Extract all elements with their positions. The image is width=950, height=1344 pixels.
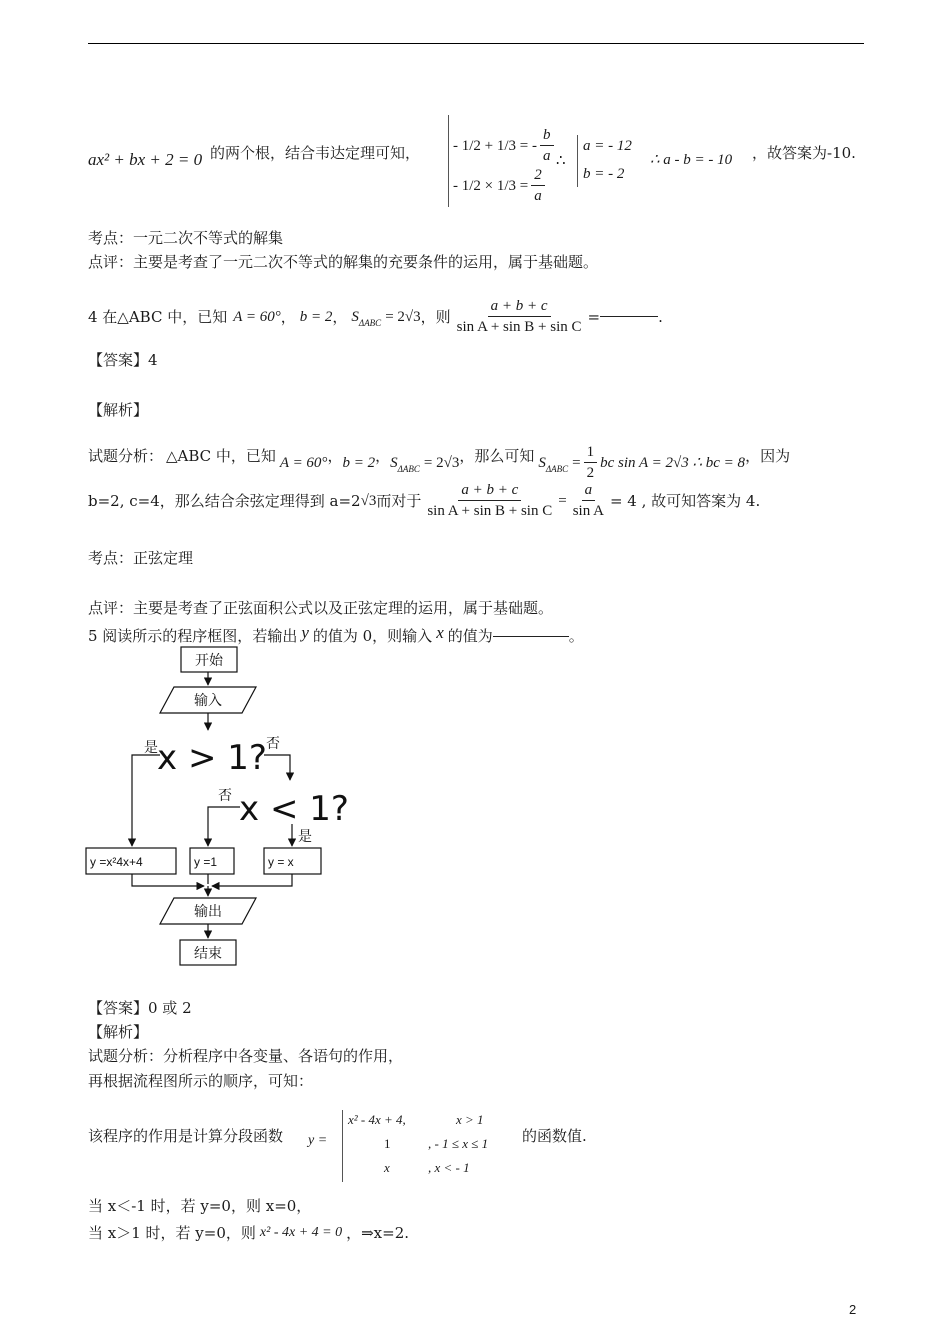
q5-piece-pre: 该程序的作用是计算分段函数	[88, 1127, 284, 1145]
q5-prefix: 5 阅读所示的程序框图，若输出	[88, 627, 298, 645]
q5-case2	[88, 1223, 409, 1243]
q4-a-sep1: ，	[327, 446, 343, 465]
flow-box-2-label: y =1	[194, 855, 218, 869]
q4-a-s2-sub: ΔABC	[545, 463, 569, 474]
flow-no1-label: 否	[266, 736, 280, 752]
q4-a-bcsin: bc sin A = 2√3 ∴ bc = 8	[600, 454, 746, 471]
q4-kaodian: 考点：正弦定理	[88, 549, 194, 567]
q5-analysis-line2: 再根据流程图所示的顺序，可知：	[88, 1072, 314, 1090]
block1-text2: ，故答案为-10.	[752, 144, 856, 162]
system1-row1-den: a	[543, 148, 551, 164]
q4-analysis-line2	[88, 480, 760, 521]
q4-a2-frac2-den: sin A	[572, 503, 604, 519]
piece-row1-cond: x > 1	[456, 1112, 484, 1127]
flow-start-label: 开始	[195, 653, 223, 669]
flow-no2-label: 否	[218, 788, 232, 804]
q4-a2-mid: 而对于	[376, 491, 422, 510]
q4-a-s-val: = 2√3	[423, 454, 460, 471]
flow-box-3-label: y = x	[268, 855, 294, 869]
flowchart	[80, 640, 370, 975]
q4-area-value: = 2√3	[385, 308, 421, 325]
q5-answer: 【答案】0 或 2	[88, 999, 192, 1017]
piece-row2-expr: 1	[384, 1136, 391, 1151]
flow-cond2-label: x < 1?	[239, 789, 349, 829]
q4-a-because: ，因为	[745, 446, 791, 465]
system2-row1: a = - 12	[583, 138, 632, 154]
lead-equation: ax² + bx + 2 = 0	[88, 150, 203, 169]
q4-a-s-sub: ΔABC	[397, 463, 420, 474]
q5-analysis-line1: 试题分析：分析程序中各变量、各语句的作用，	[88, 1047, 404, 1065]
system1-row2-den: a	[534, 188, 542, 204]
q4-equals: =	[587, 307, 601, 326]
q4-fraction-num: a + b + c	[488, 296, 551, 317]
q4-answer-blank	[600, 316, 658, 317]
q5-piece-post: 的函数值.	[522, 1127, 587, 1145]
q4-a-angle: A = 60°	[279, 454, 328, 471]
piece-row1-expr: x² - 4x + 4,	[348, 1112, 406, 1127]
system1-row1	[453, 125, 557, 166]
system1-row2	[453, 165, 548, 206]
q4-then: ，则	[420, 307, 451, 326]
flow-yes2-label: 是	[298, 829, 312, 845]
q4-answer: 【答案】4	[88, 351, 158, 369]
piece-row3-cond: , x < - 1	[428, 1160, 470, 1175]
q4-a2-pre: b=2, c=4，那么结合余弦定理得到 a=2	[88, 491, 361, 510]
q4-sep2: ，	[332, 307, 348, 326]
question-4	[88, 296, 663, 337]
q4-area-subscript: ΔABC	[358, 317, 382, 328]
q4-a2-sqrt3: √3	[360, 492, 377, 509]
page-number: 2	[849, 1302, 857, 1317]
flow-input-label: 输入	[194, 693, 222, 709]
system1-row2-num: 2	[531, 165, 545, 186]
q4-a2-eq: =	[558, 492, 567, 509]
q4-a-pre: △ABC 中，已知	[166, 446, 276, 465]
flow-merge-right	[212, 874, 292, 886]
q4-dianping: 点评：主要是考查了正弦面积公式以及正弦定理的运用，属于基础题。	[88, 599, 554, 617]
flow-no2-line	[208, 807, 240, 846]
q5-case2-post: ，⇒x=2.	[346, 1224, 410, 1242]
q4-a-half-num: 1	[584, 442, 598, 463]
q5-case2-eq: x² - 4x + 4 = 0	[259, 1225, 343, 1240]
q5-mid1: 的值为 0，则输入	[312, 627, 433, 645]
block1-result: ∴ a - b = - 10	[650, 152, 733, 168]
system1-row2-lhs: - 1/2 × 1/3 =	[453, 177, 529, 194]
flow-end-label: 结束	[194, 946, 222, 962]
q4-sep1: ，	[280, 307, 296, 326]
block1-kaodian: 考点：一元二次不等式的解集	[88, 229, 284, 247]
q5-end: 。	[568, 627, 584, 645]
flow-cond1-label: x > 1?	[157, 738, 267, 778]
q4-jiexi: 【解析】	[88, 401, 149, 419]
block1-dianping: 点评：主要是考查了一元二次不等式的解集的充要条件的运用，属于基础题。	[88, 253, 599, 271]
flow-yes1-label: 是	[144, 740, 158, 756]
q4-a-half-den: 2	[586, 465, 595, 481]
q4-a-s2: S	[538, 454, 546, 471]
q4-prefix: 4 在△ABC 中，已知	[88, 307, 228, 326]
q4-a-b: b = 2	[342, 454, 376, 471]
q5-jiexi: 【解析】	[88, 1023, 149, 1041]
q4-a2-end: = 4 , 故可知答案为 4.	[609, 491, 761, 510]
flow-box-1-label: y =x²4x+4	[90, 855, 143, 869]
q4-end: .	[658, 307, 663, 326]
q4-a-sep2: ，	[375, 446, 391, 465]
system1-row1-num: b	[540, 125, 554, 146]
system2-row2: b = - 2	[583, 166, 625, 182]
q5-y: y	[301, 623, 309, 642]
q4-fraction-den: sin A + sin B + sin C	[456, 319, 582, 335]
flow-no1-line	[264, 755, 290, 780]
q5-answer-blank	[493, 636, 569, 637]
q5-case2-pre: 当 x＞1 时，若 y=0，则	[88, 1224, 256, 1242]
q4-a2-frac-num: a + b + c	[458, 480, 521, 501]
q4-analysis-line1	[166, 428, 790, 483]
q4-a2-frac-den: sin A + sin B + sin C	[427, 503, 553, 519]
block1-text1: 的两个根，结合韦达定理可知，	[210, 144, 421, 162]
q4-cond-angle: A = 60°	[233, 308, 281, 325]
q5-x: x	[436, 623, 444, 642]
header-rule	[88, 43, 864, 44]
q4-a-mid: ，那么可知	[459, 446, 535, 465]
piece-row3-expr: x	[384, 1160, 390, 1175]
q5-case1: 当 x＜-1 时，若 y=0，则 x=0，	[88, 1197, 312, 1215]
flow-output-label: 输出	[194, 904, 222, 920]
q4-a-s: S	[390, 454, 398, 471]
piecewise-brace	[342, 1110, 343, 1182]
q4-area-symbol: S	[351, 308, 359, 325]
q5-piece-y: y =	[308, 1133, 328, 1148]
therefore-symbol-1: ∴	[556, 151, 566, 169]
system2-brace	[577, 135, 578, 187]
system1-brace	[448, 115, 449, 207]
q5-mid2: 的值为	[447, 627, 493, 645]
q4-analysis-label: 试题分析：	[88, 447, 164, 465]
q4-cond-b: b = 2	[299, 308, 333, 325]
flow-merge-left	[132, 874, 204, 886]
piece-row2-cond: , - 1 ≤ x ≤ 1	[428, 1136, 489, 1151]
q4-a2-frac2-num: a	[582, 480, 596, 501]
q4-a-eq: =	[572, 454, 581, 471]
system1-row1-lhs: - 1/2 + 1/3 = -	[453, 137, 537, 154]
flow-yes1-line	[132, 755, 160, 846]
